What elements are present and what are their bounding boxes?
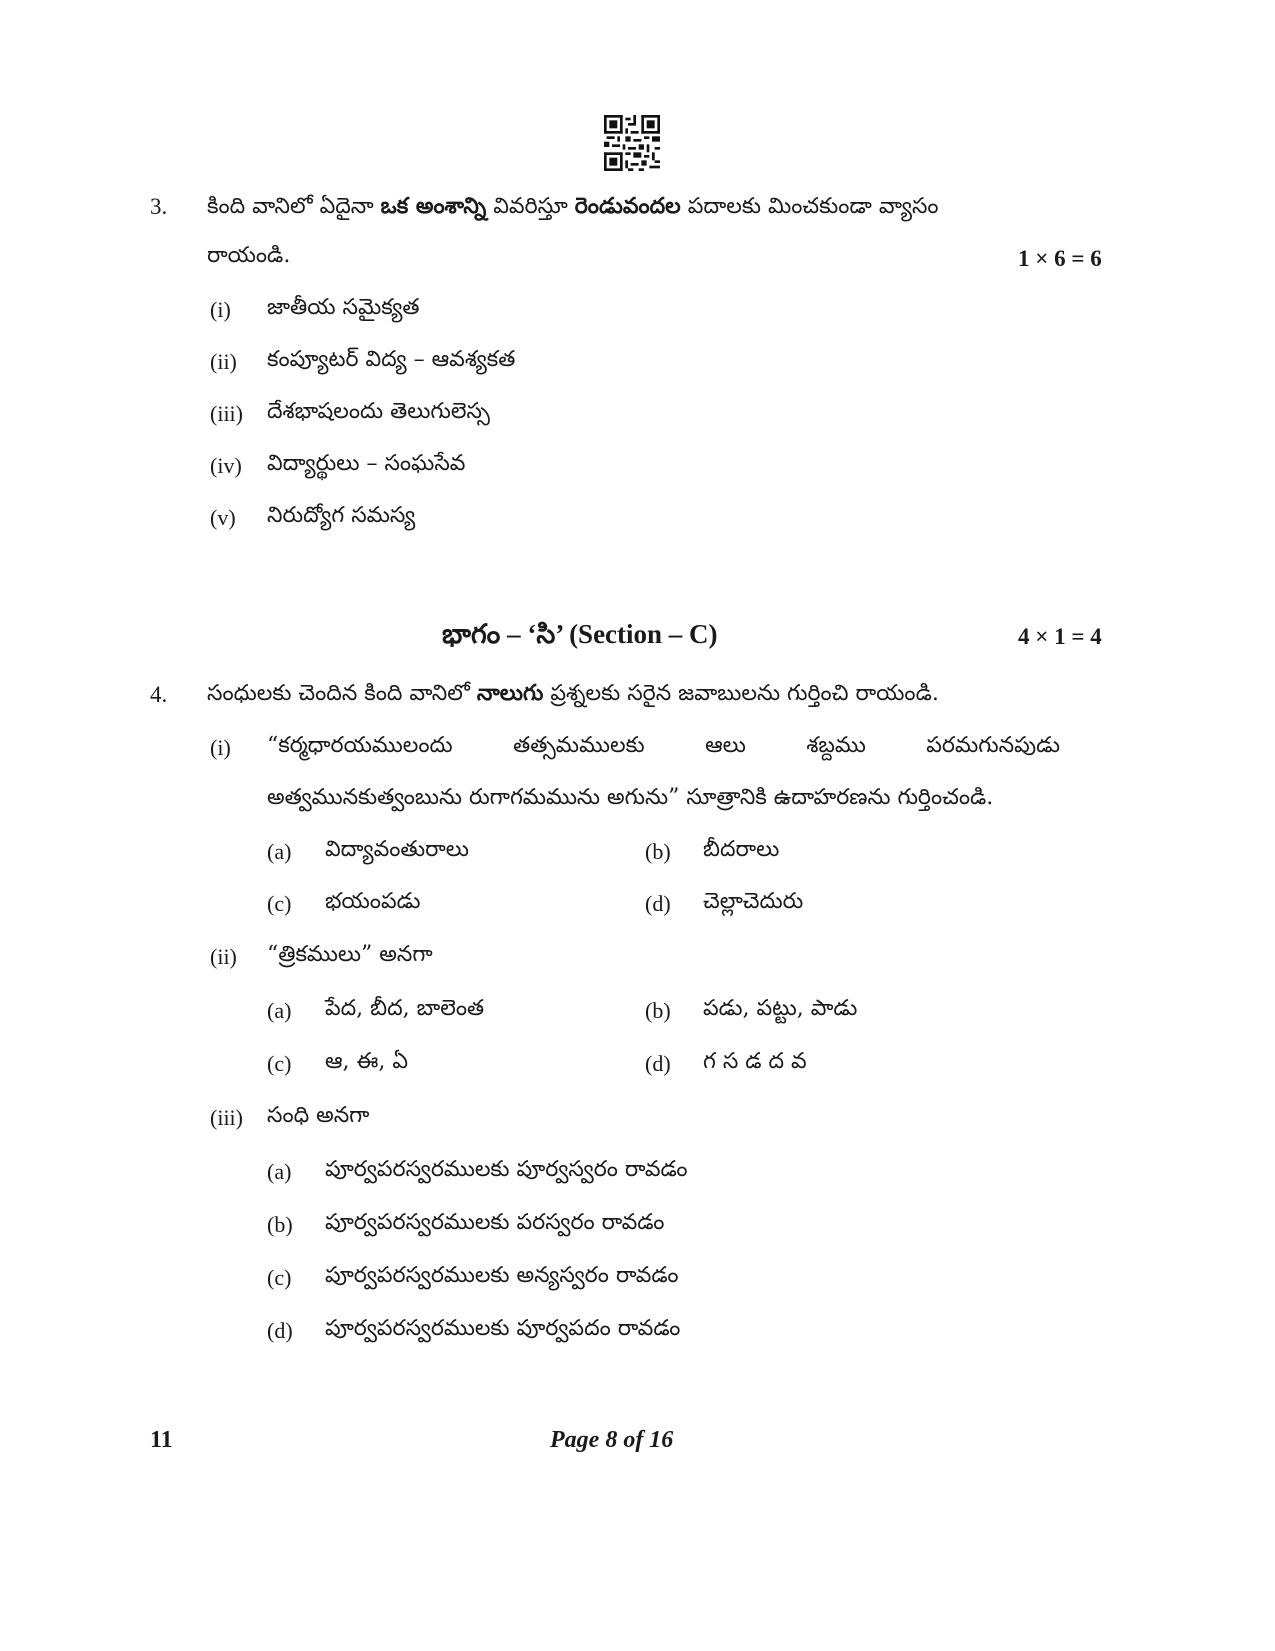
- q4-sub-i-line2: అత్వమునకుత్వంబును రుగాగమమును అగును” సూత్రానికి ఉదాహరణను గుర్తించండి.: [267, 785, 994, 810]
- section-c-marks: 4 × 1 = 4: [1018, 624, 1102, 649]
- question-3-marks: 1 × 6 = 6: [1018, 246, 1102, 271]
- option-text: ఆ, ఈ, ఏ: [325, 1049, 409, 1074]
- option-text: పూర్వపరస్వరములకు పూర్వపదం రావడం: [325, 1316, 681, 1341]
- q4-sub-i-label: (i): [210, 735, 231, 760]
- q4-sub-i-word: శబ్దము: [806, 733, 866, 758]
- q3-item-label: (v): [210, 505, 236, 530]
- section-c-heading-telugu: భాగం – ‘సి’: [442, 619, 564, 649]
- option-text: బీదరాలు: [703, 837, 780, 862]
- q4-sub-i-word: ఆలు: [705, 733, 746, 758]
- q3-item-label: (iv): [210, 453, 242, 478]
- question-4-number: 4.: [150, 682, 168, 707]
- qr-code-icon: [604, 115, 660, 171]
- q4-sub-i-word: “కర్మధారయములందు: [267, 733, 453, 758]
- question-3-stem-line1: [207, 193, 939, 224]
- option-text: విద్యావంతురాలు: [325, 837, 469, 862]
- option-text: పూర్వపరస్వరములకు అన్యస్వరం రావడం: [325, 1263, 679, 1288]
- option-text: చెల్లాచెదురు: [703, 889, 804, 914]
- option-label: (b): [645, 839, 671, 864]
- option-label: (b): [267, 1212, 293, 1237]
- option-text: గ స డ ద వ: [703, 1049, 807, 1074]
- option-label: (a): [267, 1159, 292, 1184]
- option-text: పేద, బీద, బాలెంత: [325, 996, 485, 1021]
- q4-sub-i-word: పరమగునపుడు: [926, 733, 1060, 758]
- option-label: (d): [267, 1318, 293, 1343]
- q4-stem-part: సంధులకు చెందిన కింది వానిలో: [207, 681, 477, 706]
- option-label: (a): [267, 839, 292, 864]
- q3-stem-part: పదాలకు మించకుండా వ్యాసం: [680, 194, 939, 219]
- option-label: (c): [267, 891, 292, 916]
- q3-item-label: (iii): [210, 401, 243, 426]
- q4-stem-emphasis: నాలుగు: [476, 680, 544, 706]
- q3-stem-emphasis: రెండువందల: [574, 193, 681, 219]
- option-label: (d): [645, 1051, 671, 1076]
- option-label: (c): [267, 1265, 292, 1290]
- q3-item-text: జాతీయ సమైక్యత: [267, 295, 420, 320]
- q3-item-text: కంప్యూటర్ విద్య – ఆవశ్యకత: [267, 347, 516, 372]
- q3-stem-part: వివరిస్తూ: [486, 194, 575, 219]
- option-text: పూర్వపరస్వరములకు పూర్వస్వరం రావడం: [325, 1157, 688, 1182]
- option-label: (a): [267, 998, 292, 1023]
- q4-sub-i-word: తత్సమములకు: [513, 733, 645, 758]
- question-3-number: 3.: [150, 194, 168, 219]
- option-label: (b): [645, 998, 671, 1023]
- q4-sub-iii-text: సంధి అనగా: [267, 1103, 370, 1128]
- q3-item-text: విద్యార్థులు – సంఘసేవ: [267, 451, 466, 476]
- option-text: పడు, పట్టు, పాడు: [703, 996, 858, 1021]
- q3-item-text: దేశభాషలందు తెలుగులెస్స: [267, 399, 490, 424]
- q4-sub-iii-label: (iii): [210, 1105, 243, 1130]
- q4-stem-part: ప్రశ్నలకు సరైన జవాబులను గుర్తించి రాయండి.: [543, 681, 939, 706]
- footer-page-number: Page 8 of 16: [550, 1427, 674, 1453]
- q3-item-text: నిరుద్యోగ సమస్య: [267, 503, 416, 528]
- option-text: భయంపడు: [325, 889, 421, 914]
- q3-item-label: (ii): [210, 349, 237, 374]
- q3-stem-part: కింది వానిలో ఏదైనా: [207, 194, 381, 219]
- option-label: (d): [645, 891, 671, 916]
- q4-sub-i-line1: [267, 733, 1060, 763]
- question-4-stem: [207, 680, 939, 711]
- footer-paper-code: 11: [150, 1427, 173, 1453]
- section-c-heading-english: (Section – C): [569, 619, 718, 649]
- option-label: (c): [267, 1051, 292, 1076]
- option-text: పూర్వపరస్వరములకు పరస్వరం రావడం: [325, 1210, 665, 1235]
- q4-sub-ii-text: “త్రికములు” అనగా: [267, 942, 433, 967]
- q3-stem-emphasis: ఒక అంశాన్ని: [380, 193, 487, 219]
- q3-item-label: (i): [210, 297, 231, 322]
- section-c-heading: [442, 619, 718, 657]
- question-3-stem-line2: రాయండి.: [207, 243, 291, 268]
- q4-sub-ii-label: (ii): [210, 944, 237, 969]
